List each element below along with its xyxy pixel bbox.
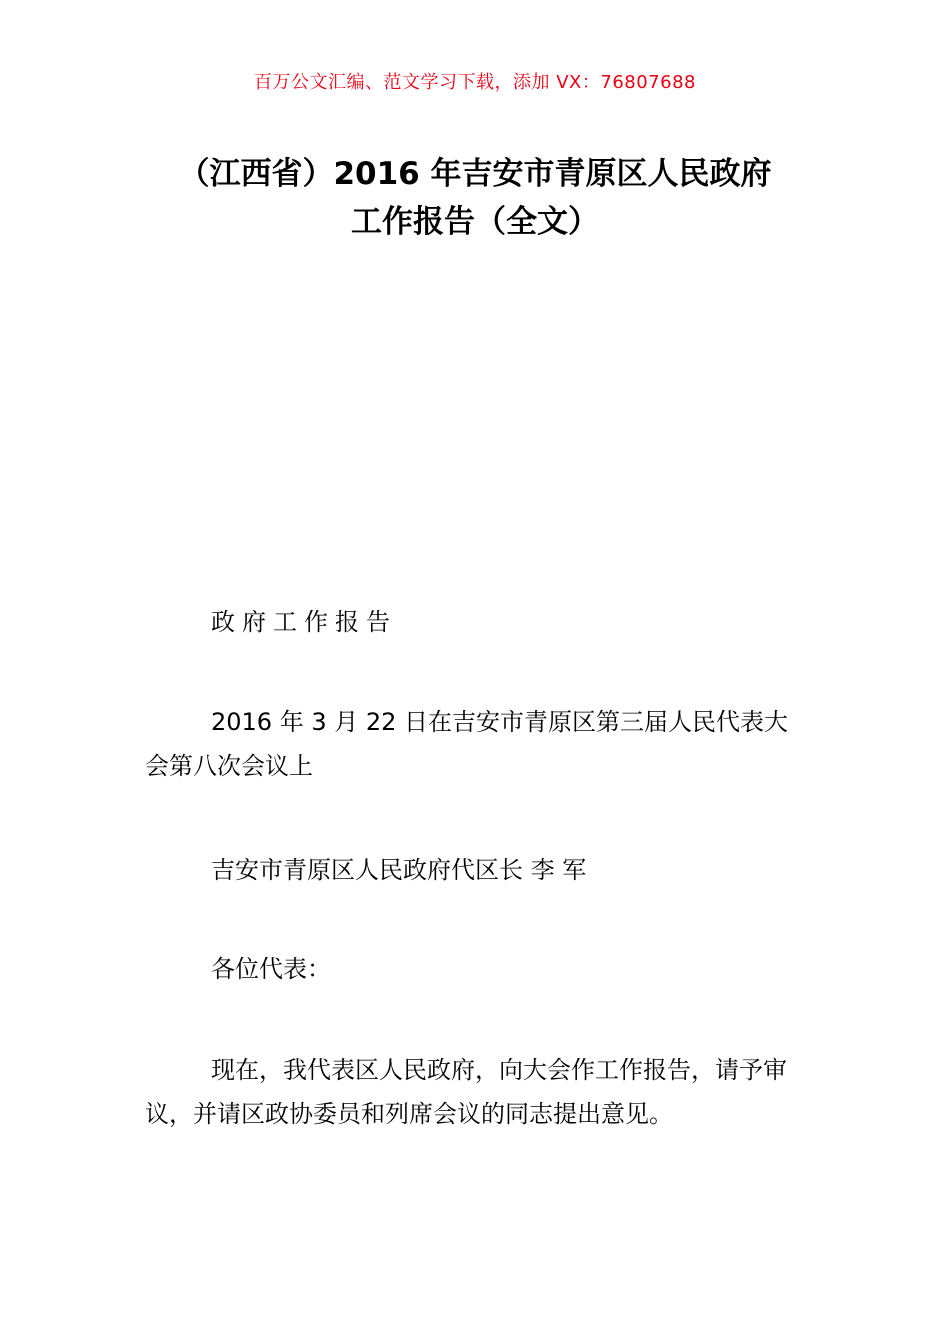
header-watermark-note: 百万公文汇编、范文学习下载，添加 VX：76807688 bbox=[254, 72, 696, 93]
opening-paragraph: 现在，我代表区人民政府，向大会作工作报告，请予审议，并请区政协委员和列席会议的同志提出意见。 bbox=[145, 1056, 787, 1128]
document-title bbox=[0, 150, 950, 246]
salutation: 各位代表： bbox=[211, 955, 331, 983]
document-title-line-2: 工作报告（全文） bbox=[351, 204, 599, 240]
document-title-line-1: （江西省）2016 年吉安市青原区人民政府 bbox=[178, 156, 772, 192]
report-heading: 政府工作报告 bbox=[211, 608, 397, 636]
speaker-line: 吉安市青原区人民政府代区长 李 军 bbox=[211, 856, 587, 884]
meeting-info-paragraph: 2016 年 3 月 22 日在吉安市青原区第三届人民代表大会第八次会议上 bbox=[145, 708, 789, 780]
